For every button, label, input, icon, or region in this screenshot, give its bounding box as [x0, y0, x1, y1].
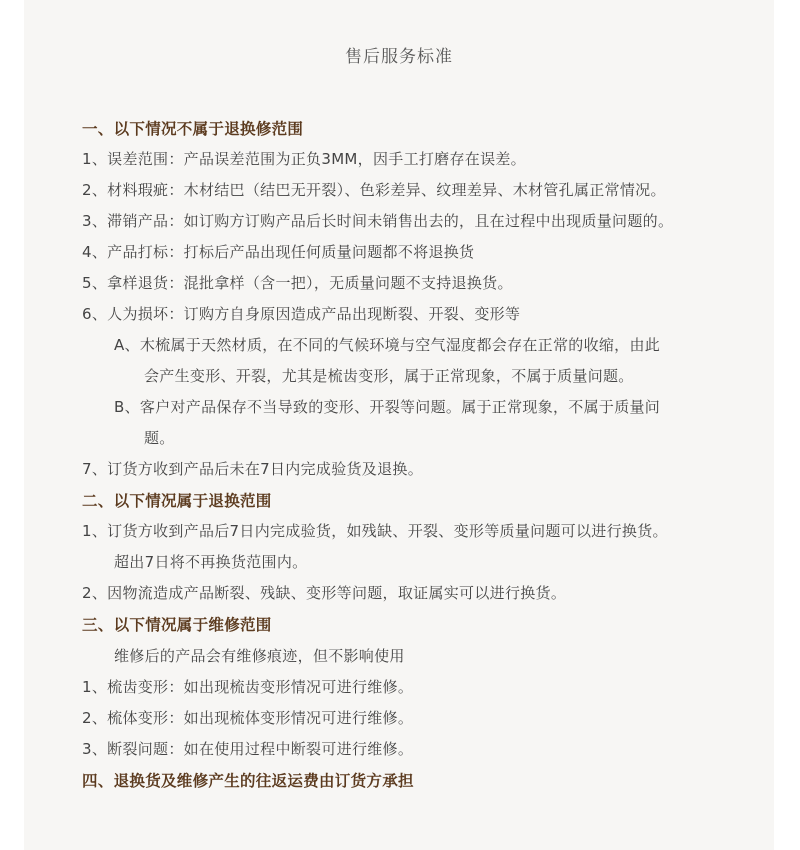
section-1-item-1: 1、误差范围：产品误差范围为正负3MM，因手工打磨存在误差。 [82, 150, 526, 168]
section-3-item-1: 1、梳齿变形：如出现梳齿变形情况可进行维修。 [82, 678, 414, 696]
section-1-item-6: 6、人为损坏：订购方自身原因造成产品出现断裂、开裂、变形等 [82, 305, 521, 323]
section-3-heading: 三、以下情况属于维修范围 [82, 616, 272, 634]
after-sales-panel [24, 0, 774, 850]
page-title: 售后服务标准 [345, 47, 453, 67]
section-1-sub-a-line-1: A、木梳属于天然材质，在不同的气候环境与空气湿度都会存在正常的收缩，由此 [114, 336, 661, 354]
section-1-item-3: 3、滞销产品：如订购方订购产品后长时间未销售出去的，且在过程中出现质量问题的。 [82, 212, 674, 230]
section-1-item-7: 7、订货方收到产品后未在7日内完成验货及退换。 [82, 460, 423, 478]
section-1-sub-b-line-1: B、客户对产品保存不当导致的变形、开裂等问题。属于正常现象，不属于质量问 [114, 398, 661, 416]
section-2-item-1-line-1: 1、订货方收到产品后7日内完成验货，如残缺、开裂、变形等质量问题可以进行换货。 [82, 522, 668, 540]
section-2-heading: 二、以下情况属于退换范围 [82, 492, 272, 510]
section-1-sub-b-line-2: 题。 [144, 429, 175, 447]
section-2-item-1-line-2: 超出7日将不再换货范围内。 [114, 553, 308, 571]
section-3-item-2: 2、梳体变形：如出现梳体变形情况可进行维修。 [82, 709, 414, 727]
section-1-item-5: 5、拿样退货：混批拿样（含一把），无质量问题不支持退换货。 [82, 274, 513, 292]
section-4-heading: 四、退换货及维修产生的往返运费由订货方承担 [82, 772, 414, 790]
section-1-sub-a-line-2: 会产生变形、开裂，尤其是梳齿变形，属于正常现象，不属于质量问题。 [144, 367, 634, 385]
section-3-item-3: 3、断裂问题：如在使用过程中断裂可进行维修。 [82, 740, 414, 758]
section-1-item-4: 4、产品打标：打标后产品出现任何质量问题都不将退换货 [82, 243, 475, 261]
section-2-item-2: 2、因物流造成产品断裂、残缺、变形等问题，取证属实可以进行换货。 [82, 584, 567, 602]
section-1-heading: 一、以下情况不属于退换修范围 [82, 120, 304, 138]
section-1-item-2: 2、材料瑕疵：木材结巴（结巴无开裂）、色彩差异、纹理差异、木材管孔属正常情况。 [82, 181, 666, 199]
section-3-note: 维修后的产品会有维修痕迹，但不影响使用 [114, 647, 405, 665]
